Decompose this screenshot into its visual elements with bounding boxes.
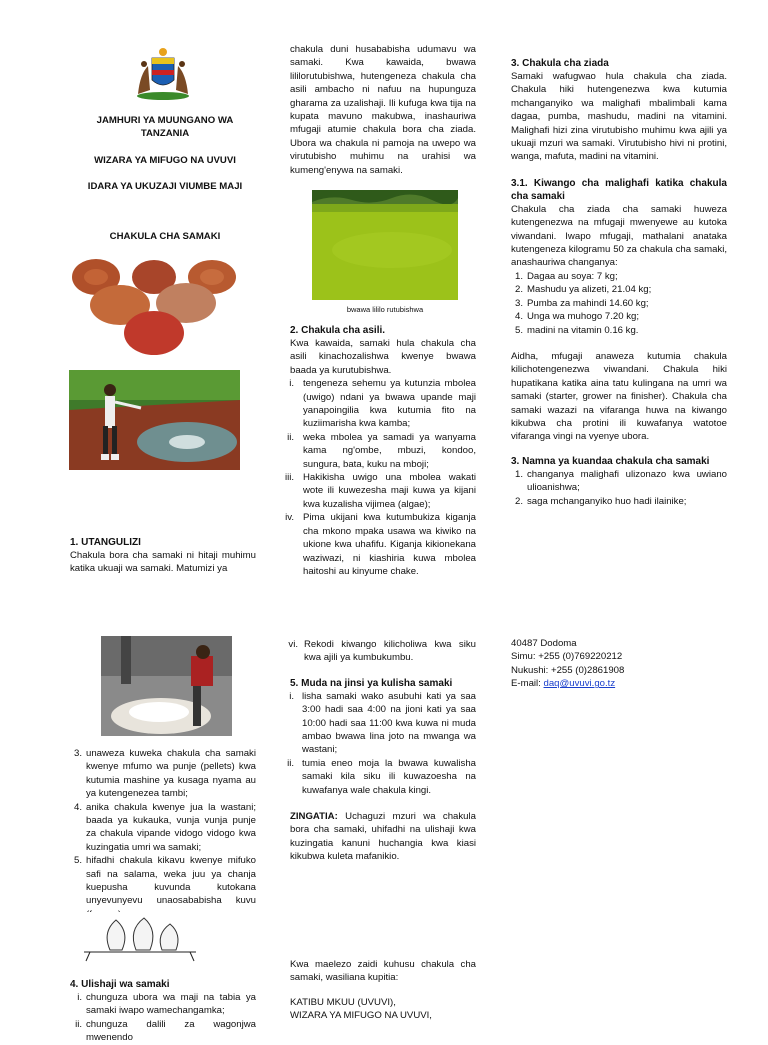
- section31-heading: 3.1. Kiwango cha malighafi katika chakula cha samaki: [511, 177, 727, 202]
- zingatia-note: [290, 810, 476, 864]
- intro-heading: 1. UTANGULIZI: [70, 537, 141, 548]
- email-label: E-mail:: [511, 678, 544, 690]
- email-line: [511, 677, 727, 690]
- ingredients-list: [511, 270, 727, 337]
- section31-text: Chakula cha ziada cha samaki huweza kutengenezwa na mfugaji mwenyewe au kutoka viwandani. Iwapo mfugaji, mathalani anataka kutengeneza kilogramu 50 za chakula cha samaki, anashauriwa changanya:: [511, 203, 727, 269]
- feed-processing-list: [70, 747, 256, 921]
- list-item: i. chunguza ubora wa maji na tabia ya samaki iwapo wamechangamka;: [77, 992, 256, 1017]
- header-republic-line1: JAMHURI YA MUUNGANO WA: [96, 115, 234, 126]
- feed-bags-drawing: [80, 912, 200, 962]
- list-item: 5. madini na vitamin 0.16 kg.: [514, 324, 639, 336]
- postal-address: 40487 Dodoma: [511, 638, 577, 649]
- section5-list: [287, 690, 476, 797]
- header-ministry: WIZARA YA MIFUGO NA UVUVI: [94, 155, 236, 166]
- list-item: iii. Hakikisha uwigo una mbolea wakati wote ili kuwezesha maji kuwa ya kijani kwa kuzalisha vijimea (algae);: [284, 472, 476, 510]
- list-item: iv. Pima ukijani kwa kutumbukiza kiganja cha mkono mpaka usawa wa kiwiko na ukione kwa uhafifu. Kiganja kikionekana waziwazi, ni kiashiria kuwa mbolea haitoshi au kinyume chake.: [285, 512, 476, 577]
- zingatia-text: Uchaguzi mzuri wa chakula bora cha samaki, uhifadhi na ulishaji kwa kuzingatia kanuni huchangia kwa kiasi kikubwa kuleta mafanikio.: [290, 811, 476, 863]
- email-link[interactable]: daq@uvuvi.go.tz: [543, 678, 616, 690]
- industrial-feed-text: Aidha, mfugaji anaweza kutumia chakula kilichotengenezwa viwandani. Chakula hiki hupatikana katika aina tatu kulingana na umri wa samaki (starter, grower na finisher). Chakula cha samaki wazazi na vifaranga huwa na kiwango kikubwa cha protini ili kuwafanya watotoe vifaranga vingi na vyenye ubora.: [511, 350, 727, 443]
- intro-text: Chakula bora cha samaki ni hitaji muhimu katika ukuaji wa samaki. Matumizi ya: [70, 550, 256, 575]
- list-item: 4. Unga wa muhogo 7.20 kg;: [514, 311, 640, 323]
- contact-line1: KATIBU MKUU (UVUVI),: [290, 996, 396, 1008]
- list-item: 2. Mashudu ya alizeti, 21.04 kg;: [514, 284, 652, 296]
- coat-of-arms: [130, 44, 196, 102]
- list-item: i. lisha samaki wako asubuhi kati ya saa 3:00 hadi saa 4:00 na jioni kati ya saa 10:00 hadi saa 11:00 kwa kuwa ni muda ambao bwawa lina joto na mwanga wa wastani;: [289, 690, 476, 756]
- preparation-list: [511, 468, 727, 508]
- section2-intro: Kwa kawaida, samaki hula chakula cha asili kinachozalishwa kwenye bwawa baada ya kurutubishwa.: [290, 338, 476, 376]
- list-item: i. tengeneza sehemu ya kutunzia mbolea (uwigo) ndani ya bwawa upande maji yanapoingilia kwa kutumia fito na kuziimarisha kwa kamba;: [289, 378, 476, 430]
- list-item: vi. Rekodi kiwango kilicholiwa kwa siku kwa ajili ya kumbukumbu.: [288, 639, 476, 664]
- list-item: 1. Dagaa au soya: 7 kg;: [514, 270, 618, 282]
- contact-line2: WIZARA YA MIFUGO NA UVUVI,: [290, 1010, 432, 1022]
- section4-list: [70, 991, 256, 1045]
- document-title: CHAKULA CHA SAMAKI: [109, 231, 221, 242]
- list-item: 2. saga mchanganyiko huo hadi ilainike;: [514, 495, 687, 507]
- section2-heading: 2. Chakula cha asili.: [290, 325, 386, 336]
- preparation-heading: 3. Namna ya kuandaa chakula cha samaki: [511, 455, 710, 467]
- section2-list: [284, 377, 476, 578]
- list-item: ii. tumia eneo moja la bwawa kuwalisha samaki kila siku ili kuwazoesha na kuwafanya wale chakula kingi.: [287, 757, 476, 796]
- feed-preparation-photo: [101, 636, 232, 736]
- list-item: ii. chunguza dalili za wagonjwa mwenendo: [75, 1018, 256, 1044]
- list-item: 3. unaweza kuweka chakula cha samaki kwenye mfumo wa punje (pellets) kwa kutumia mashine ya kusaga nyama au ya kutengenezea tambi;: [73, 748, 256, 800]
- section3-heading: 3. Chakula cha ziada: [511, 58, 609, 69]
- list-item: 4. anika chakula kwenye jua la wastani; baada ya kukauka, vunja vunja punje za chakula vipande vidogo vidogo kwa kuzingatia umri wa samaki;: [73, 801, 256, 853]
- header-department: IDARA YA UKUZAJI VIUMBE MAJI: [87, 181, 243, 192]
- section5-heading: 5. Muda na jinsi ya kulisha samaki: [290, 677, 453, 689]
- zingatia-label: ZINGATIA:: [290, 811, 338, 823]
- fertilized-pond-photo: [312, 190, 458, 300]
- pond-caption: bwawa lililo rutubishwa: [346, 305, 424, 314]
- nutrition-continuation-text: chakula duni husababisha udumavu wa samaki. Kwa kawaida, bwawa lililorutubishwa, hutengeneza chakula cha asili ambacho ni nafuu na hupunguza gharama za uzalishaji. Ili kufuga kwa tija na kupata mavuno makubwa, inashauriwa mfugaji atumie chakula bora cha ziada. Ubora wa chakula ni pamoja na uwepo wa virutubisho muhimu na urahisi wa kumeng'enywa na samaki.: [290, 44, 476, 176]
- fax-number: Nukushi: +255 (0)2861908: [511, 664, 625, 676]
- list-item: 5. hifadhi chakula kikavu kwenye mifuko safi na salama, weka juu ya chanja kuepusha kuvunda kutokana unyevunyevu unaosababisha kuvu: [73, 855, 256, 907]
- list-item: 3. Pumba za mahindi 14.60 kg;: [514, 297, 649, 309]
- phone-number: Simu: +255 (0)769220212: [511, 651, 623, 663]
- section4-heading: 4. Ulishaji wa samaki: [70, 979, 170, 990]
- list-item: 1. changanya malighafi ulizonazo kwa uwiano ulioanishwa;: [514, 468, 727, 494]
- farmer-feeding-pond-photo: [69, 370, 240, 470]
- contact-intro: Kwa maelezo zaidi kuhusu chakula cha samaki, wasiliana kupitia:: [290, 959, 476, 984]
- fish-feed-image: [68, 255, 240, 357]
- section3-text: Samaki wafugwao hula chakula cha ziada. Chakula hiki hutengenezwa kwa kutumia mchanganyiko wa malighafi mbalimbali kama dagaa, pumba, mashudu, madini na vitamini. Malighafi hizi zina virutubisho muhimu kwa ajili ya ukuaji mzuri wa samaki. Virutubisho hivi ni protini, wanga, mafuta, madini na vitamini.: [511, 71, 727, 163]
- header-republic-line2: TANZANIA: [140, 127, 190, 139]
- list-item: ii. weka mbolea ya samadi ya wanyama kama ng'ombe, mbuzi, kondoo, sungura, bata, kuku na mboji;: [287, 431, 476, 470]
- record-list: [290, 638, 476, 665]
